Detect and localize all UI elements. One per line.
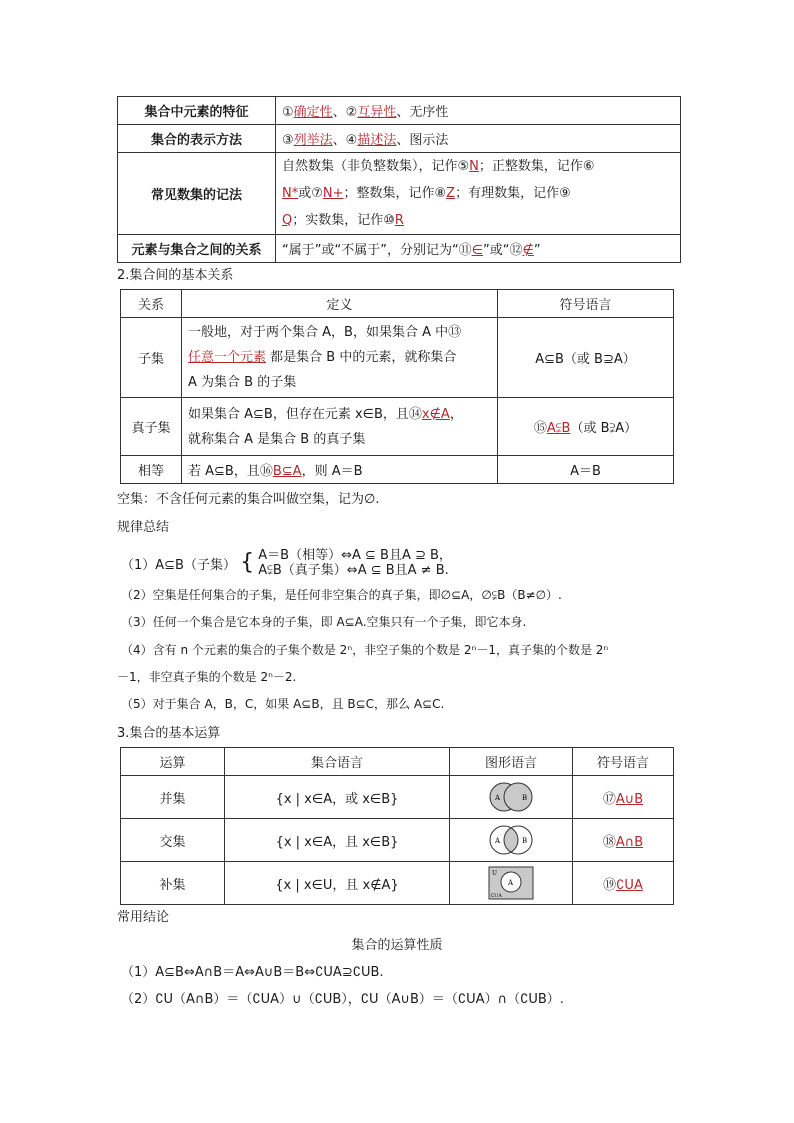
row-label: 集合的表示方法 — [118, 125, 276, 153]
rule-2: （2）空集是任何集合的子集，是任何非空集合的真子集，即∅⊆A，∅⫋B（B≠∅）. — [121, 588, 562, 602]
answer-blank: 任意一个元素 — [188, 350, 267, 365]
set-basics-table — [117, 96, 681, 263]
column-header: 符号语言 — [573, 748, 674, 776]
section-title: 规律总结 — [117, 520, 170, 535]
conclusion-2: （2）∁U（A∩B）＝（∁UA）∪（∁UB），∁U（A∪B）＝（∁UA）∩（∁UB）. — [121, 992, 564, 1007]
answer-blank: ∉ — [522, 243, 534, 258]
table-header-row — [121, 748, 674, 776]
answer-blank: ∁UA — [616, 877, 643, 893]
answer-blank: Q — [282, 213, 293, 228]
subtitle: 集合的运算性质 — [351, 938, 443, 953]
answer-blank: A⫋B — [546, 421, 571, 436]
answer-blank: A∩B — [615, 834, 644, 850]
row-label: 集合中元素的特征 — [118, 97, 276, 125]
answer-blank: B⊆A — [272, 464, 302, 479]
rule-5: （5）对于集合 A，B，C，如果 A⊆B，且 B⊆C，那么 A⊆C. — [121, 697, 445, 711]
section-title: 常用结论 — [117, 910, 170, 925]
answer-blank: N* — [282, 186, 299, 201]
empty-set-note: 空集：不含任何元素的集合叫做空集，记为∅. — [117, 492, 380, 507]
table-row: 常见数集的记法 自然数集（非负整数集），记作⑤N；正整数集，记作⑥ N*或⑦N+；整数集，记作⑧Z；有理数集，记作⑨ Q；实数集，记作⑩R — [118, 153, 681, 235]
column-header: 符号语言 — [498, 290, 674, 318]
conclusion-1: （1）A⊆B⇔A∩B＝A⇔A∪B＝B⇔∁UA⊇∁UB. — [121, 965, 384, 980]
table-header-row — [121, 290, 674, 318]
answer-blank: 确定性 — [293, 105, 333, 120]
union-venn-diagram — [481, 780, 541, 814]
table-row: 集合的表示方法 ③列举法、④描述法、图示法 — [118, 125, 681, 153]
operations-table — [120, 747, 674, 905]
answer-blank: 描述法 — [357, 133, 397, 148]
table-row: 子集 一般地，对于两个集合 A，B，如果集合 A 中⑬ 任意一个元素 都是集合 B 中的元素，就称集合 A 为集合 B 的子集 A⊆B（或 B⊇A） — [121, 318, 674, 398]
svg-text:A: A — [495, 794, 501, 802]
svg-text:B: B — [522, 794, 528, 802]
answer-blank: N — [469, 159, 479, 174]
answer-blank: x∉A — [421, 406, 450, 422]
row-label: 常见数集的记法 — [118, 153, 276, 235]
rule-4-cont: －1，非空真子集的个数是 2ⁿ－2. — [117, 670, 297, 684]
table-row: 补集 {x | x∈U，且 x∉A} U A ∁UA ⑲∁UA — [121, 862, 674, 905]
rule-4: （4）含有 n 个元素的集合的子集个数是 2ⁿ，非空子集的个数是 2ⁿ－1，真子集的个数是 2ⁿ — [121, 643, 609, 657]
svg-text:∁UA: ∁UA — [491, 893, 502, 899]
table-row: 真子集 如果集合 A⊆B，但存在元素 x∈B，且⑭x∉A， 就称集合 A 是集合 B 的真子集 ⑮A⫋B（或 B⫌A） — [121, 398, 674, 456]
answer-blank: Z — [446, 186, 456, 201]
table-row: 并集 {x | x∈A，或 x∈B} A B ⑰A∪B — [121, 776, 674, 819]
svg-text:A: A — [495, 837, 501, 845]
answer-blank: N+ — [322, 186, 344, 201]
table-row: 相等 若 A⊆B，且⑯B⊆A，则 A＝B A＝B — [121, 456, 674, 484]
svg-text:A: A — [508, 879, 514, 887]
complement-venn-diagram — [488, 866, 534, 900]
answer-blank: 列举法 — [293, 133, 333, 148]
rule-3: （3）任何一个集合是它本身的子集，即 A⊆A.空集只有一个子集，即它本身. — [121, 615, 527, 629]
answer-blank: A∪B — [615, 791, 644, 807]
answer-blank: ∈ — [471, 243, 484, 258]
answer-blank: 互异性 — [357, 105, 397, 120]
column-header: 关系 — [121, 290, 182, 318]
intersection-venn-diagram — [481, 823, 541, 857]
section-title: 2.集合间的基本关系 — [117, 268, 234, 283]
row-label: 元素与集合之间的关系 — [118, 235, 276, 263]
table-row: 集合中元素的特征 ①确定性、②互异性、无序性 — [118, 97, 681, 125]
svg-text:U: U — [492, 870, 498, 877]
rule-1: （1）A⊆B（子集） { A＝B（相等）⇔A ⊆ B且A ⊇ B， A⫋B（真子集）⇔A ⊆ B且A ≠ B. — [121, 548, 452, 578]
svg-text:B: B — [522, 837, 528, 845]
column-header: 集合语言 — [225, 748, 450, 776]
section-title: 3.集合的基本运算 — [117, 726, 221, 741]
table-row: 元素与集合之间的关系 “属于”或“不属于”，分别记为“⑪∈”或“⑫∉” — [118, 235, 681, 263]
column-header: 定义 — [182, 290, 498, 318]
relations-table — [120, 289, 674, 484]
answer-blank: R — [394, 213, 404, 228]
table-row: 交集 {x | x∈A，且 x∈B} A B ⑱A∩B — [121, 819, 674, 862]
column-header: 运算 — [121, 748, 225, 776]
column-header: 图形语言 — [450, 748, 573, 776]
